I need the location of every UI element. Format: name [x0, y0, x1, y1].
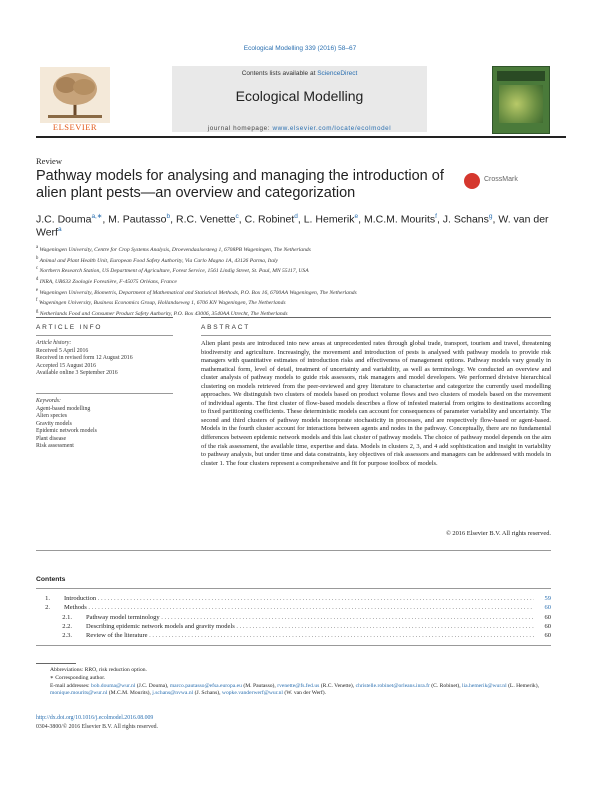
affiliation-key: e: [36, 287, 39, 293]
toc-entry[interactable]: [36, 622, 551, 631]
email-owner: (W. van der Werf).: [284, 690, 327, 697]
toc-title[interactable]: Review of the literature . . .: [86, 631, 534, 640]
author-affiliation-marker[interactable]: a,∗: [91, 213, 103, 220]
email-address-link[interactable]: lia.hemerik@wur.nl: [462, 682, 507, 689]
toc-page-number[interactable]: 60: [544, 622, 551, 630]
affiliation: [36, 255, 566, 266]
toc-entry[interactable]: [36, 594, 551, 603]
journal-homepage-line: [172, 125, 427, 132]
elsevier-tree-logo: [40, 67, 110, 127]
article-type: Review: [36, 156, 62, 166]
crossmark-label: CrossMark: [484, 176, 518, 183]
affiliation-text: Wageningen University, Business Economics Group, Hollandseweg 1, 6706 KN Wageningen, The Netherlands: [38, 300, 286, 307]
affiliation-key: c: [36, 266, 39, 272]
keyword-item: Plant disease: [36, 435, 67, 442]
keywords-label: Keywords:: [36, 398, 61, 404]
keyword-item: Risk assessment: [36, 443, 74, 449]
divider: [36, 645, 551, 646]
homepage-prefix: journal homepage:: [207, 125, 273, 132]
contents-available-line: [172, 70, 427, 77]
divider: [36, 393, 173, 394]
affiliation: [36, 297, 566, 308]
toc-number: 1.: [45, 595, 50, 602]
email-address-link[interactable]: marco.pautasso@efsa.europa.eu: [169, 682, 242, 689]
affiliation-key: g: [36, 308, 39, 314]
affiliations-list: [36, 244, 566, 319]
email-owner: (J.C. Douma): [136, 682, 168, 689]
keywords: [36, 398, 176, 451]
history-list: [36, 348, 176, 378]
affiliation-key: a: [36, 245, 39, 250]
affiliation-text: Wageningen University, Centre for Crop Systems Analysis, Droevendaalsesteeg 1, 6708PB Wageningen, The Netherlands: [39, 246, 311, 253]
affiliation: [36, 276, 566, 287]
publisher-wordmark: ELSEVIER: [52, 122, 98, 132]
toc-title[interactable]: Describing epidemic network models and gravity models . . .: [86, 622, 534, 631]
affiliation-key: f: [36, 298, 38, 304]
toc-entry[interactable]: [36, 613, 551, 622]
affiliation: [36, 287, 566, 298]
copyright-notice: © 2016 Elsevier B.V. All rights reserved.: [445, 530, 551, 537]
header-rule: [36, 136, 566, 138]
crossmark-icon: [464, 173, 480, 189]
article-info-heading: ARTICLE INFO: [36, 324, 103, 331]
divider: [201, 317, 551, 318]
toc-number: 2.: [45, 604, 50, 612]
author-affiliation-marker[interactable]: b: [166, 213, 171, 220]
email-address-link[interactable]: wopke.vanderwerf@wur.nl: [221, 690, 283, 697]
toc-title[interactable]: Introduction . . .: [64, 594, 534, 603]
toc-title[interactable]: Pathway model terminology . . .: [86, 613, 534, 622]
toc-entry[interactable]: [36, 603, 551, 612]
affiliation-text: Northern Research Station, US Department of Agriculture, Forest Service, 1561 Lindig Street, St. Paul, MN 55117, USA: [39, 268, 309, 275]
email-owner: (L. Hemerik): [508, 682, 538, 689]
author-list: J.C. Douma$^{a,∗}$, M. Pautasso$^b$, R.C. Venette$^c$, C. Robinet$^d$, L. Hemerik$^e$, M.C.M. Mourits$^f$, J. Schans$^g$, W. van der Werf$^a$: [36, 213, 549, 238]
author-affiliation-marker[interactable]: f: [435, 213, 437, 220]
contents-prefix: Contents lists available at: [241, 70, 318, 77]
toc-number: 2.2.: [62, 622, 72, 630]
email-owner: (M.C.M. Mourits): [108, 690, 150, 697]
author-name[interactable]: M.C.M. Mourits: [363, 213, 436, 226]
issn-line: 0304-3800/© 2016 Elsevier B.V. All rights reserved.: [36, 724, 158, 730]
article-history: [36, 340, 176, 378]
author-affiliation-marker[interactable]: c: [235, 213, 239, 220]
abstract-body: Alien plant pests are introduced into new areas at unprecedented rates through global trade, transport, tourism and travel, threatening biodiversity and agriculture. Increasingly, the movement and introduction of pests is analysed with pathway models to provide risk managers with quantitative estimates of introduction risks and effectiveness of management options. Pathway models vary greatly in mathematical form, level of detail, treatment of uncertainty and variability, as well as terminology. We conducted an overview and cluster analysis of pathway models to guide risk assessors, risk managers and model developers. We performed divisive hierarchical clustering on models retrieved from the peer-reviewed and grey literature to characterise and categorize the currently used modelling approaches. We distinguish two clusters of models based on product volume flows and two clusters of models based on the movement of individual agents. The first cluster of flow-based models describes a flow of infested material from origins to destinations according to fixed partitioning coefficients. These deterministic models can account for consequences of parameter variability and uncertainty. The second and third clusters of pathway models incorporate stochasticity in processes, and are respectively flow-based or agent-based. Models in the fourth cluster account for interactions between agents and nodes in the pathway. Conceptually, there are no fundamental differences between epidemic network models and this last cluster of pathway models. The choice of pathway model depends on the aim of the risk assessment, the available time, expertise and data. Models in clusters 2, 3, and 4 add sophistication and insight in variability to pathway analysis, but under time and data constraints, key objectives of risk assessors and managers can be addressed with models in cluster 1. The four clusters represent a comprehensive and fit for purpose toolbox of models.: [201, 340, 551, 467]
author-name[interactable]: C. Robinet: [244, 213, 295, 226]
toc-title[interactable]: Methods . . .: [64, 603, 534, 612]
divider: [36, 588, 551, 589]
email-owner: (R.C. Venette): [320, 682, 353, 689]
toc-page-number[interactable]: 60: [544, 613, 551, 621]
doi-link[interactable]: http://dx.doi.org/10.1016/j.ecolmodel.2016.08.009: [36, 715, 154, 721]
toc-page-number[interactable]: 60: [544, 632, 551, 640]
journal-cover-thumbnail[interactable]: [492, 66, 550, 134]
abstract-heading: ABSTRACT: [201, 324, 251, 331]
author-name[interactable]: J. Schans: [442, 213, 489, 226]
keyword-item: Agent-based modelling: [36, 405, 91, 412]
toc-number: 2.1.: [62, 613, 72, 621]
affiliation-key: b: [36, 255, 39, 261]
keyword-item: Gravity models: [36, 420, 72, 427]
keyword-item: Epidemic network models: [36, 428, 97, 434]
history-item: Accepted 15 August 2016: [36, 362, 97, 369]
author-affiliation-marker[interactable]: g: [488, 213, 493, 220]
divider: [201, 335, 551, 336]
email-owner: (J. Schans): [194, 690, 220, 697]
email-address-link[interactable]: j.schans@nvwa.nl: [152, 690, 194, 697]
history-label: Article history:: [36, 340, 72, 346]
toc-entry[interactable]: [36, 631, 551, 640]
email-addresses: E-mail addresses: bob.douma@wur.nl (J.C. Douma), marco.pautasso@efsa.europa.eu (M. Pautasso), rvenette@fs.fed.us (R.C. Venette), christelle.robinet@orleans.inra.fr (C. Robinet), lia.hemerik@wur.nl (L. Hemerik), monique.mourits@wur.nl (M.C.M. Mourits), j.schans@nvwa.nl (J. Schans), wopke.vanderwerf@wur.nl (W. van der Werf).: [50, 682, 539, 697]
affiliation: [36, 244, 566, 255]
email-owner: (C. Robinet): [431, 682, 460, 689]
author-name[interactable]: L. Hemerik: [303, 213, 355, 226]
author-name[interactable]: M. Pautasso: [108, 213, 167, 226]
article-title: Pathway models for analysing and managing the introduction of alien plant pests—an overview and categorization: [36, 168, 444, 201]
affiliation-text: INRA, UR633 Zoologie Forestière, F-45075 Orléans, France: [39, 278, 177, 285]
author-name[interactable]: R.C. Venette: [176, 213, 236, 226]
keyword-item: Alien species: [36, 413, 68, 419]
footnote-rule: [36, 663, 76, 664]
email-address-link[interactable]: christelle.robinet@orleans.inra.fr: [355, 682, 430, 689]
affiliation-text: Netherlands Food and Consumer Product Safety Authority, P.O. Box 43006, 3540AA Utrecht, The Netherlands: [39, 310, 288, 317]
affiliation: [36, 265, 566, 276]
author-name[interactable]: J.C. Douma: [36, 213, 92, 226]
author-affiliation-marker[interactable]: a: [57, 225, 62, 233]
email-address-link[interactable]: monique.mourits@wur.nl: [50, 690, 108, 697]
table-of-contents: [36, 594, 551, 640]
sciencedirect-link[interactable]: ScienceDirect: [317, 70, 358, 77]
affiliation-text: Wageningen University, Biometris, Department of Mathematical and Statistical Methods, P.O. Box 16, 6700AA Wageningen, The Netherlands: [39, 289, 357, 296]
abbreviations-note: Abbreviations: RRO, risk reduction option.: [50, 667, 147, 673]
cover-image: [499, 85, 543, 123]
crossmark-badge[interactable]: [464, 172, 546, 192]
affiliation-key: d: [36, 276, 39, 282]
author-name[interactable]: W. van der Werf: [36, 213, 549, 238]
toc-page-number[interactable]: 60: [544, 604, 551, 612]
history-item: Received in revised form 12 August 2016: [36, 355, 133, 361]
footnotes: [50, 667, 555, 698]
email-address-link[interactable]: rvenette@fs.fed.us: [277, 682, 320, 689]
affiliation-text: Animal and Plant Health Unit, European Food Safety Authority, Via Carlo Magno 1A, 43126 Parma, Italy: [39, 257, 279, 264]
journal-title: Ecological Modelling: [235, 88, 364, 104]
divider: [36, 317, 173, 318]
author-affiliation-marker[interactable]: d: [294, 213, 298, 220]
toc-page-number[interactable]: 59: [544, 595, 551, 602]
contents-heading: Contents: [36, 576, 66, 583]
history-item: Available online 3 September 2016: [36, 370, 118, 376]
journal-reference[interactable]: Ecological Modelling 339 (2016) 58–67: [243, 45, 357, 52]
divider: [36, 550, 551, 551]
history-item: Received 5 April 2016: [36, 347, 89, 354]
cover-title-band: [497, 71, 545, 81]
email-address-link[interactable]: bob.douma@wur.nl: [91, 682, 136, 689]
email-owner: (M. Pautasso): [243, 682, 275, 689]
divider: [36, 335, 173, 336]
author-affiliation-marker[interactable]: e: [354, 213, 359, 220]
keywords-list: [36, 406, 176, 451]
corresponding-author-note: ∗ Corresponding author.: [50, 674, 106, 681]
homepage-url-link[interactable]: www.elsevier.com/locate/ecolmodel: [272, 125, 392, 132]
toc-number: 2.3.: [62, 632, 72, 640]
email-label: E-mail addresses:: [50, 682, 92, 689]
